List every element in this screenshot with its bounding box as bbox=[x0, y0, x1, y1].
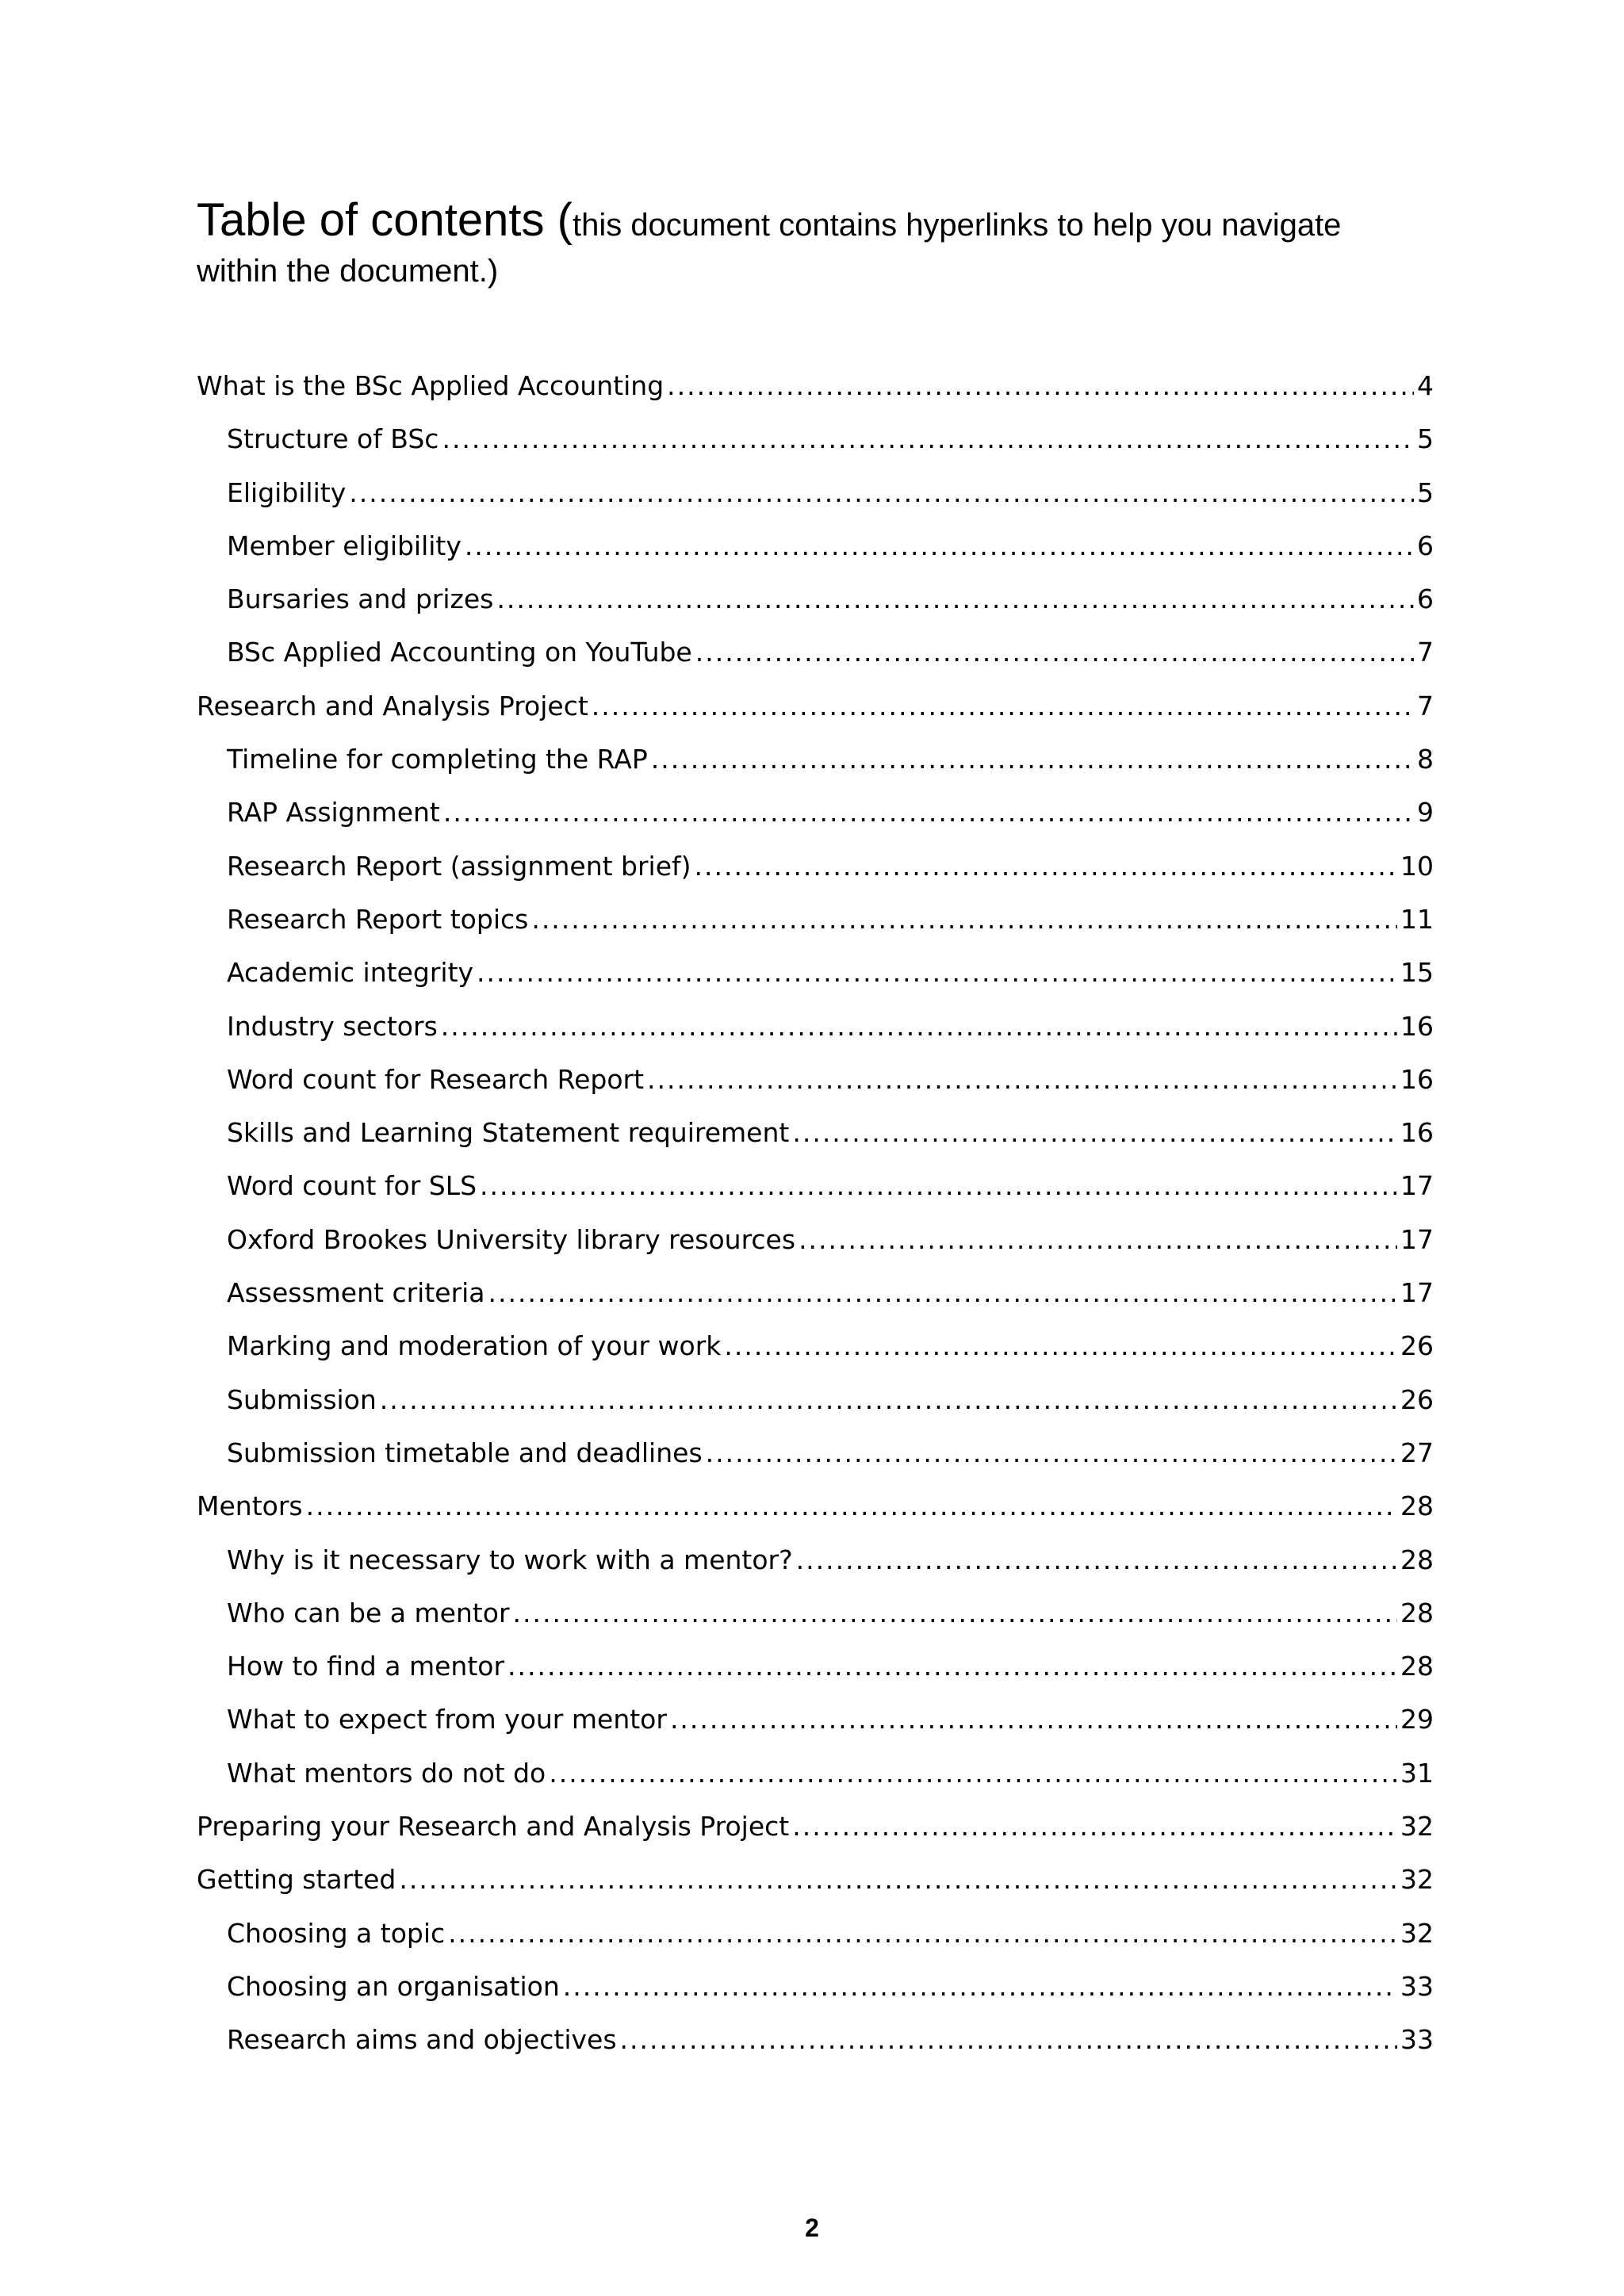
toc-entry-label: Bursaries and prizes bbox=[227, 584, 494, 615]
toc-link[interactable] bbox=[197, 1064, 1434, 1117]
toc-link[interactable] bbox=[197, 957, 1434, 1010]
toc-item bbox=[197, 1864, 1434, 1917]
toc-link[interactable] bbox=[197, 1971, 1434, 2024]
toc-item bbox=[197, 1224, 1434, 1277]
toc-entry-page-number: 31 bbox=[1400, 1757, 1434, 1789]
toc-entry-page-number: 16 bbox=[1400, 1063, 1434, 1095]
toc-item bbox=[197, 1170, 1434, 1223]
toc-link[interactable] bbox=[197, 851, 1434, 904]
toc-entry-page-number: 32 bbox=[1400, 1917, 1434, 1949]
toc-dot-leader bbox=[488, 1277, 1397, 1308]
toc-link[interactable] bbox=[197, 1490, 1434, 1544]
toc-dot-leader bbox=[651, 744, 1414, 775]
toc-dot-leader bbox=[513, 1598, 1397, 1628]
toc-item bbox=[197, 1277, 1434, 1330]
toc-item bbox=[197, 1011, 1434, 1064]
toc-dot-leader bbox=[563, 1971, 1397, 2002]
toc-entry-label: Research and Analysis Project bbox=[197, 690, 588, 721]
toc-entry-page-number: 29 bbox=[1400, 1704, 1434, 1735]
toc-link[interactable] bbox=[197, 691, 1434, 744]
toc-entry-page-number: 17 bbox=[1400, 1277, 1434, 1309]
toc-item bbox=[197, 797, 1434, 850]
toc-entry-label: Choosing a topic bbox=[227, 1917, 446, 1949]
toc-dot-leader bbox=[508, 1651, 1397, 1682]
toc-entry-label: Marking and moderation of your work bbox=[227, 1330, 722, 1362]
toc-link[interactable] bbox=[197, 1224, 1434, 1277]
toc-entry-page-number: 32 bbox=[1400, 1864, 1434, 1896]
toc-dot-leader bbox=[442, 423, 1414, 454]
toc-link[interactable] bbox=[197, 904, 1434, 957]
toc-item bbox=[197, 1918, 1434, 1971]
toc-dot-leader bbox=[549, 1758, 1397, 1789]
toc-link[interactable] bbox=[197, 1330, 1434, 1383]
toc-dot-leader bbox=[448, 1918, 1397, 1949]
toc-item bbox=[197, 1971, 1434, 2024]
toc-dot-leader bbox=[380, 1384, 1397, 1415]
toc-link[interactable] bbox=[197, 1811, 1434, 1864]
toc-entry-page-number: 5 bbox=[1417, 423, 1434, 455]
toc-entry-label: Preparing your Research and Analysis Project bbox=[197, 1811, 790, 1843]
toc-dot-leader bbox=[480, 1170, 1397, 1201]
toc-entry-label: Submission bbox=[227, 1383, 377, 1415]
toc-item bbox=[197, 1490, 1434, 1544]
toc-title-heading: Table of contents ( bbox=[197, 194, 573, 246]
toc-entry-page-number: 16 bbox=[1400, 1010, 1434, 1042]
toc-item bbox=[197, 904, 1434, 957]
toc-link[interactable] bbox=[197, 1384, 1434, 1437]
toc-entry-page-number: 15 bbox=[1400, 957, 1434, 989]
toc-dot-leader bbox=[592, 691, 1414, 721]
toc-dot-leader bbox=[792, 1811, 1397, 1842]
toc-link[interactable] bbox=[197, 637, 1434, 690]
toc-entry-page-number: 4 bbox=[1417, 370, 1434, 401]
toc-entry-label: What is the BSc Applied Accounting bbox=[197, 370, 665, 401]
toc-dot-leader bbox=[695, 851, 1397, 882]
toc-link[interactable] bbox=[197, 423, 1434, 476]
toc-entry-label: What to expect from your mentor bbox=[227, 1704, 667, 1735]
toc-item bbox=[197, 1704, 1434, 1757]
toc-link[interactable] bbox=[197, 1544, 1434, 1598]
toc-item bbox=[197, 691, 1434, 744]
toc-title-note: this document contains hyperlinks to help you navigate bbox=[572, 208, 1342, 243]
toc-entry-page-number: 28 bbox=[1400, 1544, 1434, 1575]
toc-dot-leader bbox=[620, 2024, 1397, 2055]
toc-dot-leader bbox=[399, 1864, 1397, 1895]
toc-entry-page-number: 33 bbox=[1400, 1970, 1434, 2002]
toc-title bbox=[197, 193, 1434, 289]
toc-entry-page-number: 8 bbox=[1417, 744, 1434, 775]
toc-entry-label: Research Report (assignment brief) bbox=[227, 850, 691, 882]
toc-entry-page-number: 7 bbox=[1417, 637, 1434, 668]
toc-item bbox=[197, 370, 1434, 423]
toc-item bbox=[197, 851, 1434, 904]
toc-dot-leader bbox=[670, 1704, 1397, 1735]
toc-entry-label: Skills and Learning Statement requirement bbox=[227, 1117, 790, 1149]
toc-entry-label: Member eligibility bbox=[227, 530, 462, 561]
toc-entry-label: How to find a mentor bbox=[227, 1651, 505, 1682]
toc-dot-leader bbox=[647, 1064, 1397, 1095]
toc-entry-page-number: 6 bbox=[1417, 530, 1434, 561]
toc-item bbox=[197, 1384, 1434, 1437]
toc-entry-label: Academic integrity bbox=[227, 957, 474, 989]
toc-item bbox=[197, 1330, 1434, 1383]
toc-dot-leader bbox=[477, 957, 1397, 988]
toc-entry-label: Why is it necessary to work with a mentor? bbox=[227, 1544, 793, 1575]
toc-entry-label: Structure of BSc bbox=[227, 423, 439, 455]
toc-link[interactable] bbox=[197, 1170, 1434, 1223]
toc-entry-page-number: 10 bbox=[1400, 850, 1434, 882]
toc-link[interactable] bbox=[197, 1011, 1434, 1064]
toc-link[interactable] bbox=[197, 1598, 1434, 1651]
toc-dot-leader bbox=[465, 530, 1414, 561]
toc-dot-leader bbox=[496, 584, 1414, 614]
toc-title-note-continued: within the document.) bbox=[197, 254, 499, 289]
toc-item bbox=[197, 1544, 1434, 1598]
toc-item bbox=[197, 744, 1434, 797]
toc-dot-leader bbox=[349, 477, 1414, 508]
toc-item bbox=[197, 2024, 1434, 2077]
toc-entry-label: Word count for Research Report bbox=[227, 1063, 645, 1095]
toc-entry-label: What mentors do not do bbox=[227, 1757, 546, 1789]
toc-entry-label: Word count for SLS bbox=[227, 1170, 477, 1202]
toc-dot-leader bbox=[792, 1117, 1397, 1148]
toc-entry-page-number: 32 bbox=[1400, 1811, 1434, 1843]
toc-entry-label: Choosing an organisation bbox=[227, 1970, 560, 2002]
toc-item bbox=[197, 530, 1434, 584]
toc-entry-label: Research aims and objectives bbox=[227, 2024, 617, 2056]
toc-item bbox=[197, 1811, 1434, 1864]
toc-entry-label: Industry sectors bbox=[227, 1010, 438, 1042]
toc-title-line-1 bbox=[197, 193, 1434, 252]
toc-entry-label: Who can be a mentor bbox=[227, 1597, 510, 1628]
toc-entry-page-number: 6 bbox=[1417, 584, 1434, 615]
toc-item bbox=[197, 1437, 1434, 1490]
toc-dot-leader bbox=[796, 1544, 1397, 1575]
toc-dot-leader bbox=[667, 370, 1414, 401]
page-number: 2 bbox=[805, 2214, 819, 2242]
toc-entry-label: Eligibility bbox=[227, 476, 347, 508]
toc-item bbox=[197, 1064, 1434, 1117]
toc-dot-leader bbox=[443, 797, 1414, 828]
toc-item bbox=[197, 584, 1434, 637]
table-of-contents bbox=[197, 370, 1434, 2078]
toc-dot-leader bbox=[799, 1224, 1397, 1255]
toc-entry-page-number: 33 bbox=[1400, 2024, 1434, 2056]
toc-link[interactable] bbox=[197, 584, 1434, 637]
toc-dot-leader bbox=[695, 637, 1414, 668]
toc-link[interactable] bbox=[197, 797, 1434, 850]
toc-link[interactable] bbox=[197, 744, 1434, 797]
toc-link[interactable] bbox=[197, 1758, 1434, 1811]
toc-link[interactable] bbox=[197, 1651, 1434, 1704]
toc-dot-leader bbox=[441, 1011, 1397, 1042]
toc-entry-label: Assessment criteria bbox=[227, 1277, 485, 1309]
toc-item bbox=[197, 1758, 1434, 1811]
toc-dot-leader bbox=[706, 1437, 1397, 1468]
toc-item bbox=[197, 637, 1434, 690]
toc-link[interactable] bbox=[197, 1437, 1434, 1490]
toc-dot-leader bbox=[724, 1330, 1397, 1361]
toc-entry-page-number: 7 bbox=[1417, 690, 1434, 721]
toc-entry-page-number: 27 bbox=[1400, 1437, 1434, 1468]
toc-link[interactable] bbox=[197, 530, 1434, 584]
toc-link[interactable] bbox=[197, 2024, 1434, 2077]
toc-entry-page-number: 28 bbox=[1400, 1651, 1434, 1682]
toc-dot-leader bbox=[306, 1490, 1397, 1521]
toc-link[interactable] bbox=[197, 477, 1434, 530]
toc-link[interactable] bbox=[197, 370, 1434, 423]
toc-item bbox=[197, 957, 1434, 1010]
toc-item bbox=[197, 423, 1434, 476]
toc-entry-label: Mentors bbox=[197, 1490, 303, 1522]
toc-link[interactable] bbox=[197, 1864, 1434, 1917]
toc-entry-label: Timeline for completing the RAP bbox=[227, 744, 648, 775]
toc-entry-label: Getting started bbox=[197, 1864, 396, 1896]
toc-item bbox=[197, 1598, 1434, 1651]
toc-item bbox=[197, 1651, 1434, 1704]
toc-entry-page-number: 11 bbox=[1400, 903, 1434, 935]
toc-entry-page-number: 26 bbox=[1400, 1330, 1434, 1362]
toc-entry-page-number: 9 bbox=[1417, 797, 1434, 828]
toc-dot-leader bbox=[531, 904, 1397, 935]
toc-entry-page-number: 26 bbox=[1400, 1383, 1434, 1415]
toc-entry-page-number: 28 bbox=[1400, 1490, 1434, 1522]
toc-entry-label: BSc Applied Accounting on YouTube bbox=[227, 637, 692, 668]
toc-link[interactable] bbox=[197, 1117, 1434, 1170]
toc-item bbox=[197, 1117, 1434, 1170]
toc-entry-page-number: 17 bbox=[1400, 1170, 1434, 1202]
toc-entry-page-number: 16 bbox=[1400, 1117, 1434, 1149]
toc-entry-page-number: 5 bbox=[1417, 476, 1434, 508]
toc-entry-label: RAP Assignment bbox=[227, 797, 440, 828]
toc-entry-label: Oxford Brookes University library resources bbox=[227, 1223, 796, 1255]
toc-item bbox=[197, 477, 1434, 530]
toc-link[interactable] bbox=[197, 1704, 1434, 1757]
toc-entry-label: Submission timetable and deadlines bbox=[227, 1437, 703, 1468]
toc-entry-page-number: 28 bbox=[1400, 1597, 1434, 1628]
toc-entry-label: Research Report topics bbox=[227, 903, 529, 935]
toc-entry-page-number: 17 bbox=[1400, 1223, 1434, 1255]
toc-link[interactable] bbox=[197, 1918, 1434, 1971]
toc-link[interactable] bbox=[197, 1277, 1434, 1330]
